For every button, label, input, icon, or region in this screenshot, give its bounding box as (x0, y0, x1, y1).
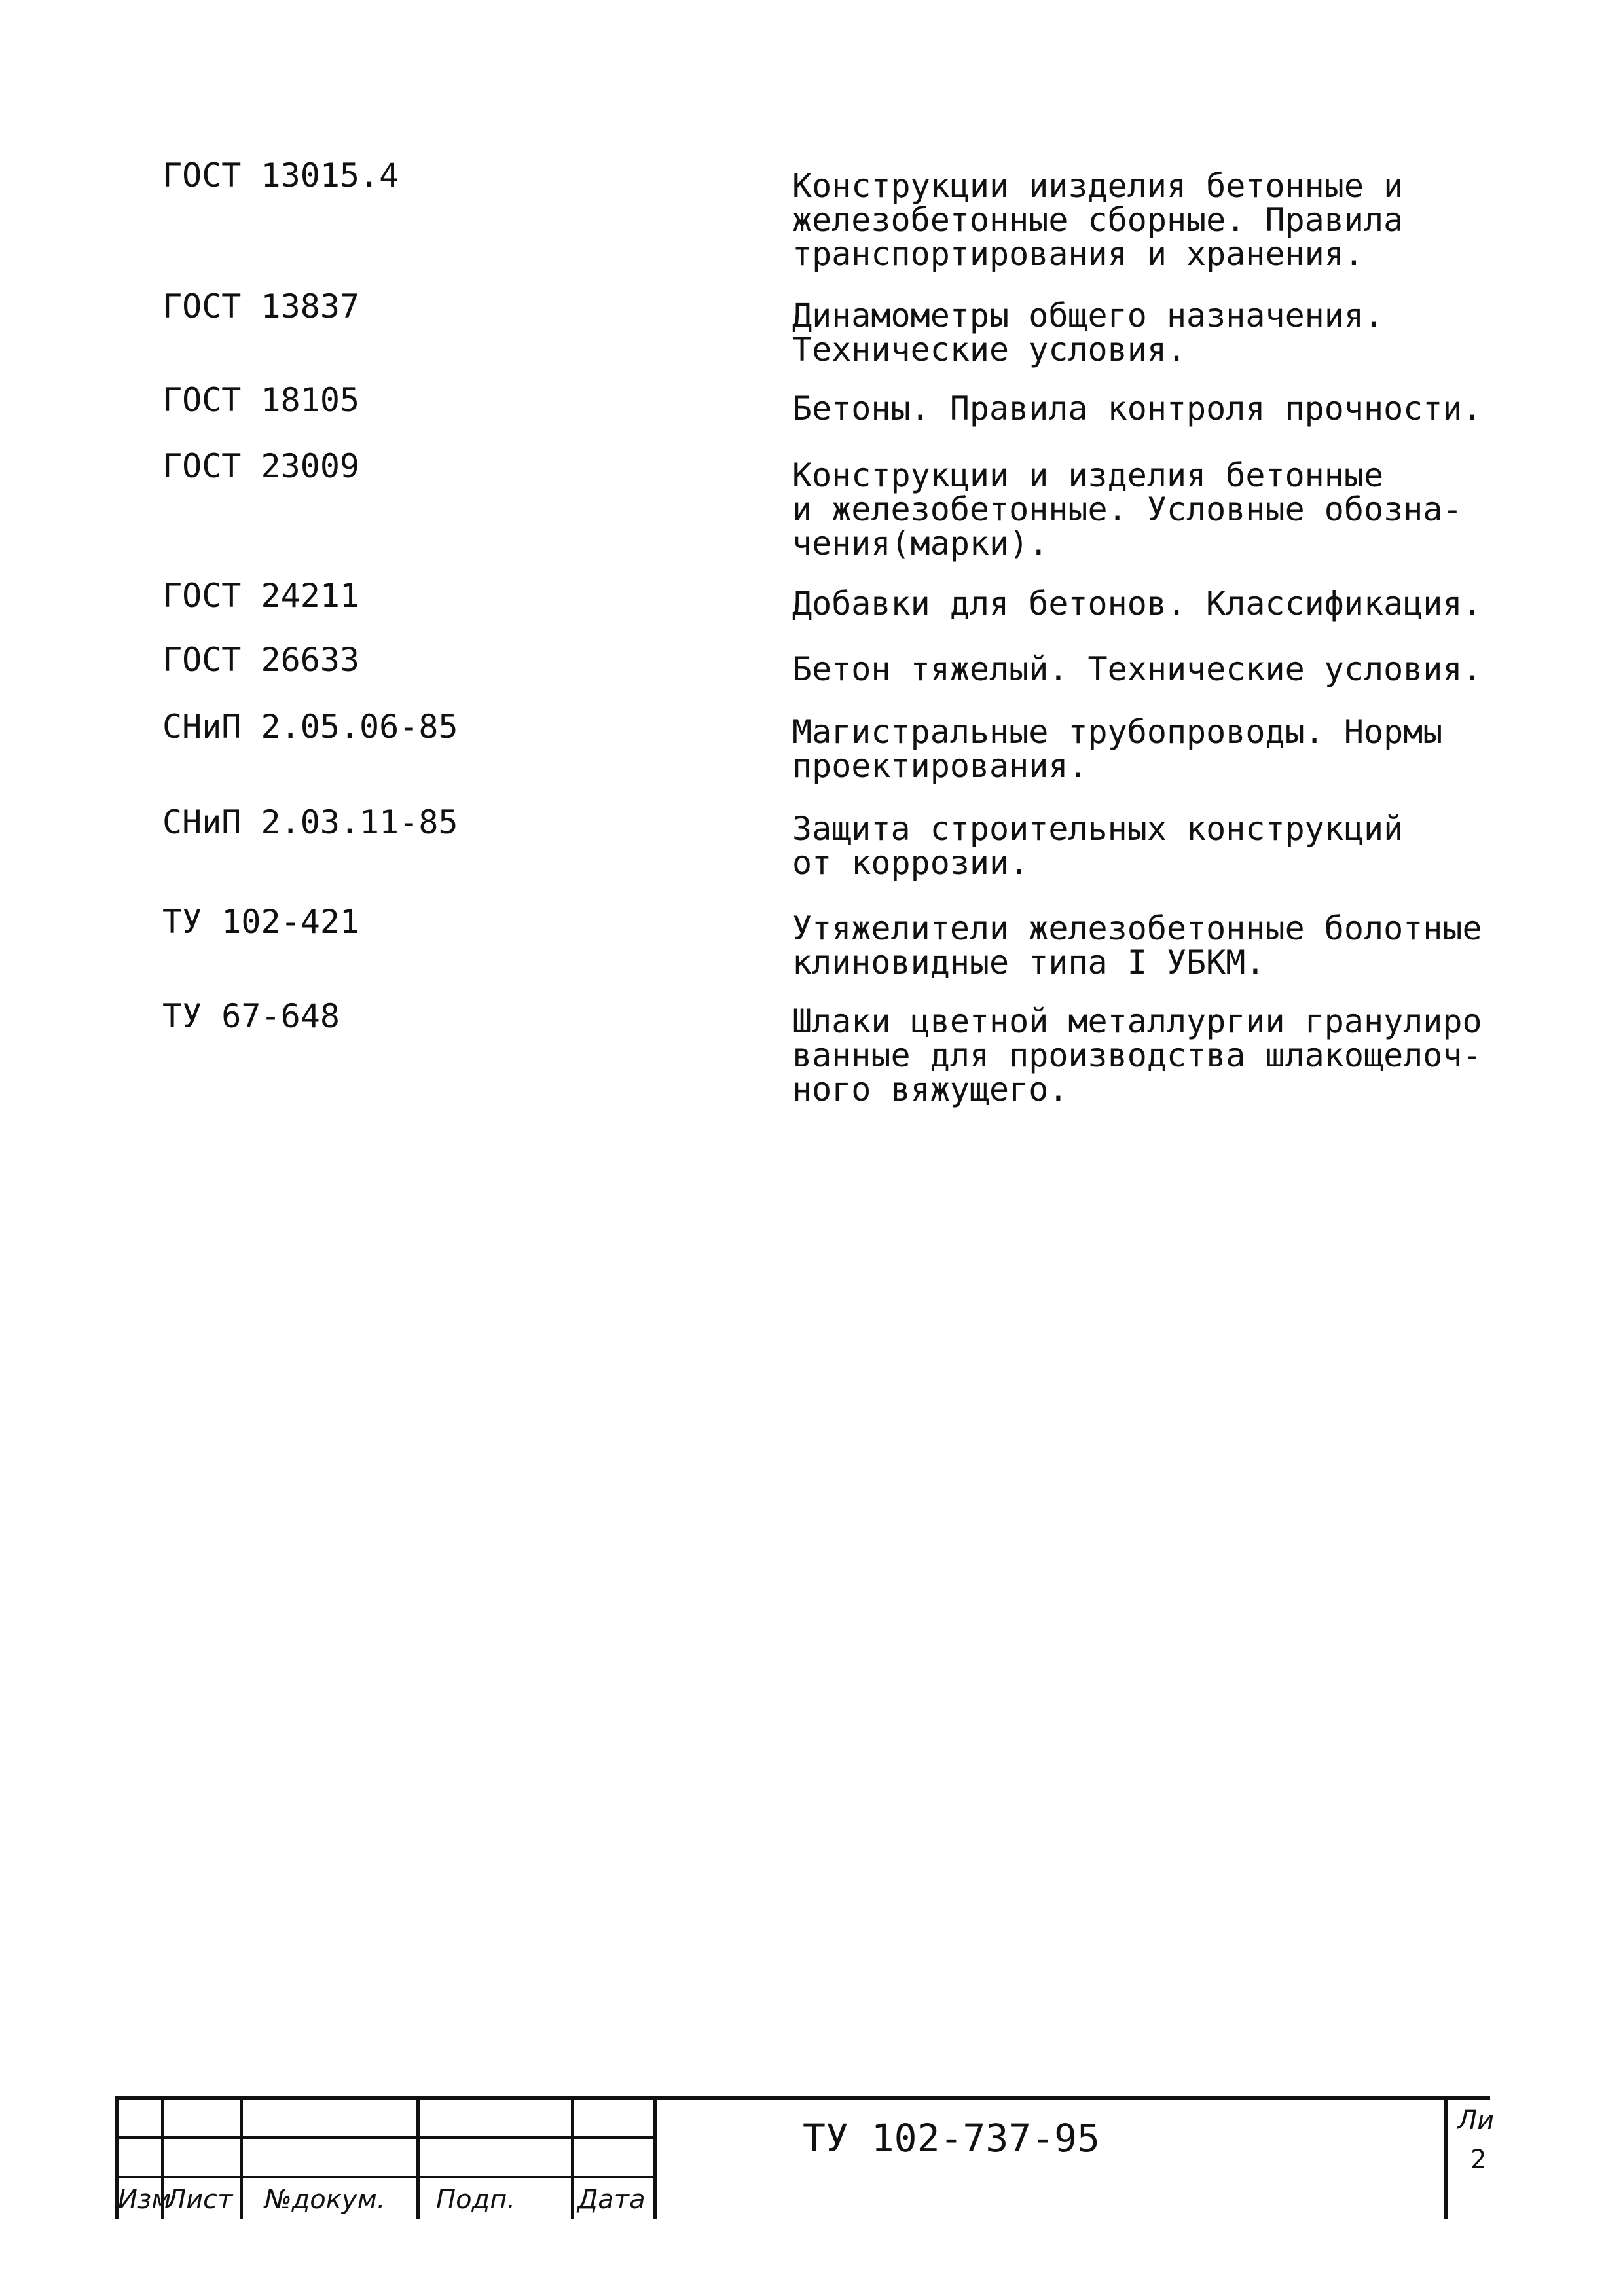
reference-description: Шлаки цветной металлургии гранулиро ванные для производства шлакощелоч- ного вяжущего. (792, 1002, 1482, 1108)
reference-code: ТУ 102-421 (162, 903, 360, 941)
stamp-rule (115, 2136, 653, 2139)
reference-description: Бетоны. Правила контроля прочности. (792, 390, 1482, 428)
reference-description: Магистральные трубопроводы. Нормы проектирования. (792, 713, 1443, 785)
stamp-date-label: Дата (577, 2185, 646, 2215)
stamp-rule (115, 2176, 653, 2178)
sheet-label: Ли (1457, 2105, 1495, 2136)
title-block-stamp (115, 2096, 1495, 2219)
stamp-izm-label: Изм (118, 2185, 172, 2215)
sheet-number: 2 (1470, 2145, 1487, 2175)
reference-code: ГОСТ 18105 (162, 381, 360, 419)
reference-description: Утяжелители железобетонные болотные клиновидные типа I УБКМ. (792, 909, 1482, 981)
stamp-rule (571, 2100, 574, 2219)
reference-code: ГОСТ 24211 (162, 577, 360, 615)
reference-code: ТУ 67-648 (162, 997, 340, 1035)
reference-description: Бетон тяжелый. Технические условия. (792, 650, 1482, 688)
reference-description: Конструкции и изделия бетонные и железобетонные. Условные обозна- чения(марки). (792, 456, 1463, 562)
reference-code: ГОСТ 26633 (162, 641, 360, 679)
reference-description: Динамометры общего назначения. Технические условия. (792, 297, 1384, 369)
reference-code: ГОСТ 13837 (162, 287, 360, 325)
stamp-sign-label: Подп. (436, 2185, 516, 2215)
reference-code: СНиП 2.05.06-85 (162, 708, 458, 746)
stamp-rule (1444, 2100, 1448, 2219)
reference-description: Конструкции иизделия бетонные и железобетонные сборные. Правила транспортирования и хранения. (792, 167, 1404, 273)
reference-code: ГОСТ 13015.4 (162, 156, 399, 194)
stamp-doc-label: №докум. (264, 2185, 386, 2215)
stamp-rule (240, 2100, 243, 2219)
reference-code: ГОСТ 23009 (162, 447, 360, 485)
reference-code: СНиП 2.03.11-85 (162, 803, 458, 841)
reference-description: Защита строительных конструкций от коррозии. (792, 810, 1404, 882)
stamp-list-label: Лист (166, 2185, 233, 2215)
stamp-rule (653, 2100, 657, 2219)
reference-description: Добавки для бетонов. Классификация. (792, 585, 1482, 623)
document-number: ТУ 102-737-95 (803, 2116, 1100, 2160)
stamp-rule (416, 2100, 420, 2219)
